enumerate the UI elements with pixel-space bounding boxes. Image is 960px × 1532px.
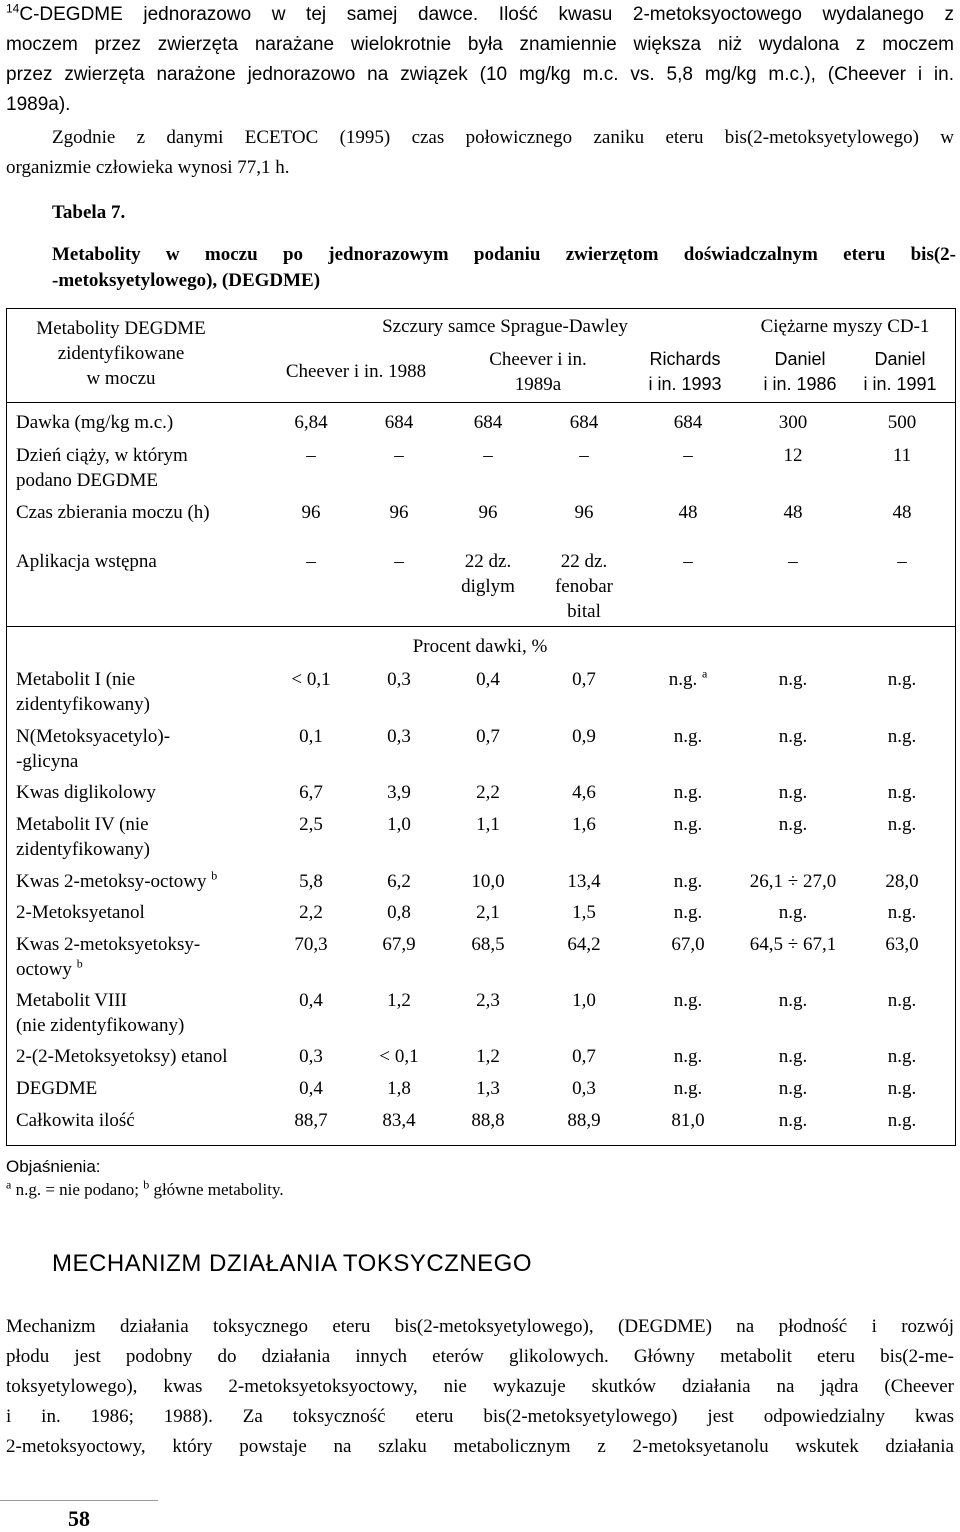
parameter-value-cell: 12 — [783, 445, 803, 466]
parameter-value-cell: 11 — [892, 445, 912, 466]
section-line: Mechanizm działania toksycznego eteru bis(2-metoksyetylowego), (DEGDME) na płodność i rozwój — [6, 1316, 954, 1337]
metabolite-value-cell: 83,4 — [382, 1110, 416, 1131]
parameter-value-cell: – — [897, 551, 907, 572]
metabolite-value-cell: 88,7 — [294, 1110, 328, 1131]
table-title: Metabolity w moczu po jednorazowym podaniu zwierzętom doświadczalnym eteru bis(2- — [52, 244, 956, 265]
parameter-value-cell: 48 — [892, 502, 912, 523]
metabolite-value-cell: 1,2 — [476, 1046, 500, 1067]
metabolite-value-cell: n.g. — [673, 990, 703, 1011]
parameter-value-cell: 684 — [673, 412, 703, 433]
parameter-value-cell: – — [579, 445, 589, 466]
halflife-paragraph — [6, 123, 954, 183]
row-label: Aplikacja wstępna — [16, 551, 157, 572]
row-label: Kwas diglikolowy — [16, 782, 156, 803]
metabolite-value-cell: 2,2 — [299, 902, 323, 923]
row-label: Metabolit IV (nie zidentyfikowany) — [16, 814, 151, 860]
parameter-value-cell: – — [394, 551, 404, 572]
section-line: toksyetylowego), kwas 2-metoksyetoksyoctowy, nie wykazuje skutków działania na jądra (Cheever — [6, 1376, 954, 1397]
row-label: N(Metoksyacetylo)- -glicyna — [16, 726, 171, 772]
metabolite-value-cell: 0,7 — [476, 726, 500, 747]
metabolite-value-cell: 26,1 ÷ 27,0 — [749, 871, 837, 892]
row-label: Dawka (mg/kg m.c.) — [16, 412, 174, 433]
metabolite-value-cell: n.g. — [673, 902, 703, 923]
metabolite-value-cell: 5,8 — [299, 871, 323, 892]
metabolite-value-cell: n.g. — [887, 669, 917, 690]
metabolite-value-cell: 0,1 — [299, 726, 323, 747]
section-line: 2-metoksyoctowy, który powstaje na szlaku metabolicznym z 2-metoksyetanolu wskutek działania — [6, 1436, 954, 1457]
table-label: Tabela 7. — [52, 202, 126, 223]
metabolite-value-cell: 81,0 — [671, 1110, 705, 1131]
intro-line: przez zwierzęta narażone jednorazowo na związek (10 mg/kg m.c. vs. 5,8 mg/kg m.c.), (Cheever i in. — [6, 64, 954, 85]
metabolite-value-cell: 1,1 — [476, 814, 500, 835]
metabolite-value-cell: 0,8 — [387, 902, 411, 923]
metabolite-value-cell: n.g. — [778, 990, 808, 1011]
metabolite-value-cell: 13,4 — [567, 871, 601, 892]
row-label: DEGDME — [16, 1078, 98, 1099]
metabolite-value-cell: < 0,1 — [291, 669, 331, 690]
header-cheever-1988: Cheever i in. 1988 — [285, 361, 427, 382]
metabolite-value-cell: n.g. — [673, 871, 703, 892]
parameter-value-cell: 48 — [678, 502, 698, 523]
metabolite-value-cell: 0,3 — [572, 1078, 596, 1099]
section-heading: MECHANIZM DZIAŁANIA TOKSYCZNEGO — [52, 1250, 533, 1277]
metabolite-value-cell: n.g. — [778, 1078, 808, 1099]
metabolite-value-cell: 28,0 — [885, 871, 919, 892]
row-label: 2-Metoksyetanol — [16, 902, 145, 923]
row-label: Kwas 2-metoksy-octowy $^b$ — [16, 868, 218, 892]
metabolite-value-cell: 1,8 — [387, 1078, 411, 1099]
parameter-value-cell: 500 — [887, 412, 917, 433]
section-line: i in. 1986; 1988). Za toksyczność eteru bis(2-metoksyetylowego) jest odpowiedzialny kwas — [6, 1406, 954, 1427]
metabolite-value-cell: n.g. — [887, 1078, 917, 1099]
row-label: 2-(2-Metoksyetoksy) etanol — [16, 1046, 228, 1067]
parameter-value-cell: 22 dz. diglym — [461, 551, 515, 597]
row-label: Dzień ciąży, w którym podano DEGDME — [16, 445, 188, 491]
intro-line: C-DEGDME jednorazowo w tej samej dawce. Ilość kwasu 2-metoksyoctowego wydalanego z — [19, 4, 954, 25]
metabolite-value-cell: 64,2 — [567, 934, 601, 955]
parameter-value-cell: 684 — [384, 412, 414, 433]
row-label: Kwas 2-metoksyetoksy- octowy $^b$ — [16, 934, 201, 980]
metabolite-value-cell: n.g. — [778, 782, 808, 803]
parameter-value-cell: 300 — [778, 412, 808, 433]
metabolite-value-cell: 1,5 — [572, 902, 596, 923]
header-group-mice: Ciężarne myszy CD-1 — [760, 316, 930, 337]
metabolite-value-cell: n.g. — [887, 1046, 917, 1067]
header-daniel-1986: Daniel i in. 1986 — [763, 349, 837, 394]
footer-rule — [0, 1500, 158, 1501]
metabolite-value-cell: 0,7 — [572, 1046, 596, 1067]
metabolite-value-cell: n.g. — [778, 1046, 808, 1067]
parameter-value-cell: – — [683, 445, 693, 466]
header-col0: Metabolity DEGDME zidentyfikowane w moczu — [36, 318, 206, 389]
parameter-value-cell: – — [306, 551, 316, 572]
metabolite-value-cell: 1,0 — [572, 990, 596, 1011]
metabolite-value-cell: 67,0 — [671, 934, 705, 955]
parameter-value-cell: 6,84 — [294, 412, 328, 433]
metabolite-value-cell: 10,0 — [471, 871, 505, 892]
metabolite-value-cell: n.g. — [887, 726, 917, 747]
header-daniel-1991: Daniel i in. 1991 — [863, 349, 937, 394]
metabolite-value-cell: 4,6 — [572, 782, 596, 803]
metabolite-value-cell: n.g. $^a$ — [668, 666, 708, 690]
metabolite-value-cell: 88,8 — [471, 1110, 505, 1131]
row-label: Metabolit VIII (nie zidentyfikowany) — [16, 990, 185, 1036]
metabolite-value-cell: 0,9 — [572, 726, 596, 747]
table-divider — [6, 626, 956, 627]
metabolite-value-cell: n.g. — [778, 669, 808, 690]
section-line: płodu jest podobny do działania innych eterów glikolowych. Główny metabolit eteru bis(2-me- — [6, 1346, 954, 1367]
metabolite-value-cell: 1,3 — [476, 1078, 500, 1099]
parameter-value-cell: 96 — [574, 502, 594, 523]
metabolite-value-cell: 67,9 — [382, 934, 416, 955]
metabolite-value-cell: n.g. — [673, 1046, 703, 1067]
halflife-line: Zgodnie z danymi ECETOC (1995) czas połowicznego zaniku eteru bis(2-metoksyetylowego) w — [52, 127, 954, 148]
metabolite-value-cell: 6,7 — [299, 782, 323, 803]
parameter-value-cell: – — [483, 445, 493, 466]
isotope-superscript: 14 — [6, 1, 20, 16]
metabolite-value-cell: n.g. — [778, 1110, 808, 1131]
metabolite-value-cell: 0,4 — [476, 669, 500, 690]
metabolite-value-cell: 64,5 ÷ 67,1 — [749, 934, 837, 955]
parameter-value-cell: 96 — [301, 502, 321, 523]
parameter-value-cell: 684 — [473, 412, 503, 433]
parameter-value-cell: – — [683, 551, 693, 572]
metabolite-value-cell: 2,5 — [299, 814, 323, 835]
metabolite-value-cell: 0,3 — [387, 669, 411, 690]
row-label: Czas zbierania moczu (h) — [16, 502, 210, 523]
metabolite-value-cell: n.g. — [778, 726, 808, 747]
metabolite-value-cell: n.g. — [673, 782, 703, 803]
parameter-value-cell: 48 — [783, 502, 803, 523]
parameter-value-cell: 684 — [569, 412, 599, 433]
notes-line: $^a$ n.g. = nie podano; $^b$ główne metabolity. — [6, 1177, 284, 1199]
metabolite-value-cell: 2,1 — [476, 902, 500, 923]
parameter-value-cell: – — [788, 551, 798, 572]
row-label: Całkowita ilość — [16, 1110, 135, 1131]
row-label: Metabolit I (nie zidentyfikowany) — [16, 669, 151, 715]
parameter-value-cell: 96 — [478, 502, 498, 523]
metabolite-value-cell: 2,2 — [476, 782, 500, 803]
notes-title: Objaśnienia: — [6, 1157, 101, 1176]
metabolite-value-cell: n.g. — [887, 990, 917, 1011]
header-cheever-1989a: Cheever i in. 1989a — [489, 349, 587, 395]
page-number: 58 — [68, 1506, 90, 1531]
percent-dose-label: Procent dawki, % — [412, 636, 548, 657]
metabolite-value-cell: n.g. — [778, 814, 808, 835]
metabolite-value-cell: n.g. — [673, 814, 703, 835]
metabolite-value-cell: n.g. — [673, 1078, 703, 1099]
table-title: -metoksyetylowego), (DEGDME) — [52, 270, 321, 291]
metabolite-value-cell: 3,9 — [387, 782, 411, 803]
section-paragraph — [6, 1312, 954, 1462]
parameter-value-cell: – — [306, 445, 316, 466]
metabolite-value-cell: 1,6 — [572, 814, 596, 835]
parameter-value-cell: 96 — [389, 502, 409, 523]
metabolite-value-cell: n.g. — [887, 814, 917, 835]
metabolite-value-cell: n.g. — [778, 902, 808, 923]
metabolite-value-cell: 0,4 — [299, 1078, 323, 1099]
metabolite-value-cell: n.g. — [887, 782, 917, 803]
intro-line: moczem przez zwierzęta narażane wielokrotnie była znamiennie większa niż wydalona z moczem — [6, 34, 954, 55]
parameter-value-cell: 22 dz. fenobar bital — [554, 551, 614, 622]
metabolite-value-cell: 88,9 — [567, 1110, 601, 1131]
header-group-rats: Szczury samce Sprague-Dawley — [382, 316, 628, 337]
metabolite-value-cell: 0,4 — [299, 990, 323, 1011]
header-richards: Richards i in. 1993 — [648, 349, 722, 394]
metabolite-value-cell: 0,3 — [299, 1046, 323, 1067]
halflife-line: organizmie człowieka wynosi 77,1 h. — [6, 157, 290, 178]
metabolite-value-cell: 70,3 — [294, 934, 328, 955]
metabolite-value-cell: 0,3 — [387, 726, 411, 747]
parameter-value-cell: – — [394, 445, 404, 466]
intro-paragraph — [6, 0, 954, 120]
metabolite-value-cell: 6,2 — [387, 871, 411, 892]
metabolite-value-cell: n.g. — [887, 1110, 917, 1131]
metabolite-value-cell: 1,2 — [387, 990, 411, 1011]
metabolite-value-cell: n.g. — [887, 902, 917, 923]
metabolite-value-cell: 1,0 — [387, 814, 411, 835]
metabolite-value-cell: 68,5 — [471, 934, 505, 955]
metabolite-value-cell: 0,7 — [572, 669, 596, 690]
metabolite-value-cell: < 0,1 — [379, 1046, 419, 1067]
table-divider — [6, 402, 956, 403]
metabolite-value-cell: n.g. — [673, 726, 703, 747]
metabolite-value-cell: 2,3 — [476, 990, 500, 1011]
intro-line: 1989a). — [6, 94, 71, 115]
metabolite-value-cell: 63,0 — [885, 934, 919, 955]
